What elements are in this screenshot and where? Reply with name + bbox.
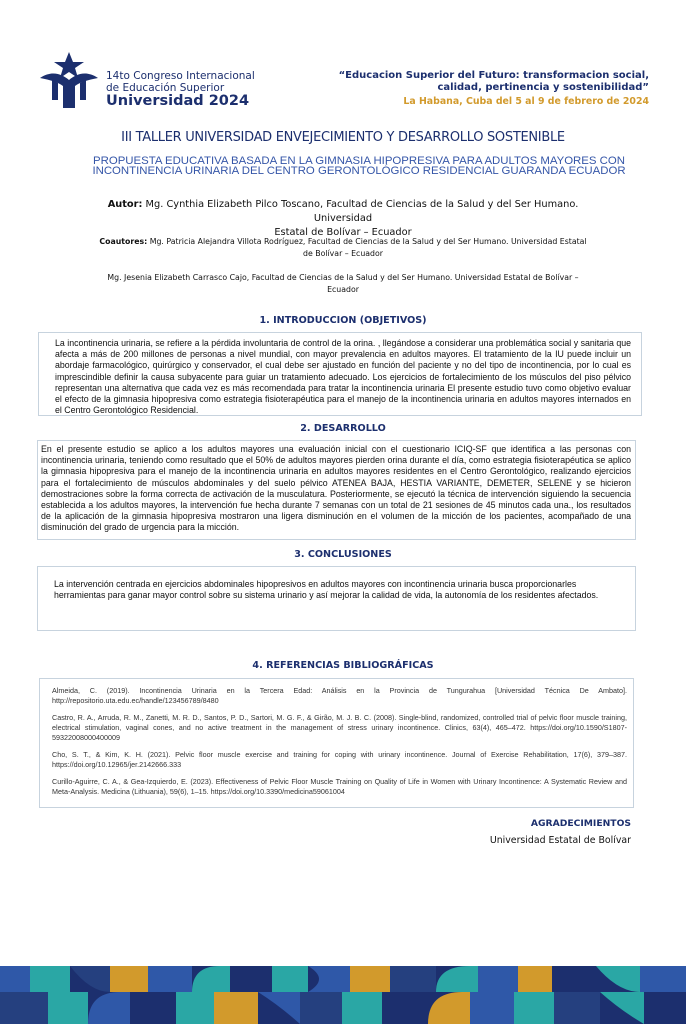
conclusions-text: La intervención centrada en ejercicios abdominales hipopresivos en adultos mayores con incontinencia urinaria busca proporcionarles herramientas para ganar mayor control sobre su sistema urinario y así mejorar la calidad de vida, la autonomía de los residentes afectados. [54, 579, 599, 601]
conclusions-box [37, 566, 636, 631]
intro-heading: 1. INTRODUCCION (OBJETIVOS) [259, 315, 427, 326]
acknowledgements-text: Universidad Estatal de Bolívar [489, 835, 631, 846]
coauthors-label: Coautores: [99, 237, 148, 246]
author-block [80, 198, 606, 240]
reference-item: Almeida, C. (2019). Incontinencia Urinaria en la Tercera Edad: Análisis en la Provincia de Tungurahua [Universidad Técnica De Ambato]. http://repositorio.uta.edu.ec/handle/123456789/8480 [52, 686, 627, 705]
coauthor-1-line-2: de Bolívar – Ecuador [303, 249, 383, 258]
slogan-line-2: calidad, pertinencia y sostenibilidad” [437, 82, 649, 93]
conclusions-heading: 3. CONCLUSIONES [294, 549, 392, 560]
reference-item: Cho, S. T., & Kim, K. H. (2021). Pelvic floor muscle exercise and training for coping with urinary incontinence. Journal of Exercise Rehabilitation, 17(6), 379–387. https://doi.org/10.12965/jer.2142666.333 [52, 750, 627, 769]
development-text: En el presente estudio se aplico a los adultos mayores una evaluación inicial con el cuestionario ICIQ-SF que identifica a las personas con incontinencia urinaria, teniendo como resultado que el 50% de adultos mayores pierden orina durante el día, como estrategia fisioterapéutica se aplico la gimnasia hipopresiva para el manejo de la incontinencia urinaria en adultos mayores residentes en el Centro Gerontológico, realizando ejercicios para el fortalecimiento de músculos abdominales y del suelo pélvico ATENEA BAJA, HESTIA VARIANTE, DEMETER, SELENE y se hicieron demostraciones sobre la forma correcta de activación de la musculatura. Posteriormente, se ejecutó la técnica de intervención siguiendo la secuencia establecida a los adultos mayores, la intervención fue hecha durante 7 semanas con un total de 21 sesiones de 45 minutos cada una., los resultados de la aplicación de la gimnasia hipopresiva mostraron una ligera disminución en el volumen de la micción de los pacientes, acompañado de una disminución del grado de urgencia para la micción. [41, 444, 631, 533]
references-list [40, 679, 633, 797]
congress-title: Universidad 2024 [106, 93, 250, 109]
intro-box [38, 332, 642, 416]
references-box [39, 678, 634, 808]
coauthor-1-block [70, 236, 616, 260]
acknowledgements-heading: AGRADECIMIENTOS [530, 818, 631, 829]
reference-item: Castro, R. A., Arruda, R. M., Zanetti, M. R. D., Santos, P. D., Sartori, M. G. F., & Girão, M. J. B. C. (2008). Single-blind, randomized, controlled trial of pelvic floor muscle training, electrical stimulation, vaginal cones, and no active treatment in the management of stress urinary incontinence. Clinics, 63(4), 465–472. https://doi.org/10.1590/S1807-59322008000400009 [52, 713, 627, 742]
proposal-title: PROPUESTA EDUCATIVA BASADA EN LA GIMNASIA HIPOPRESIVA PARA ADULTOS MAYORES CON INCONTINENCIA URINARIA DEL CENTRO GERONTOLÓGICO RESIDENCIAL GUARANDA ECUADOR [92, 155, 626, 178]
coauthor-2-line-1: Mg. Jesenia Elizabeth Carrasco Cajo, Facultad de Ciencias de la Salud y del Ser Humano. Universidad Estatal de Bolívar – [107, 273, 579, 282]
author-label: Autor: [107, 199, 143, 210]
reference-item: Curillo-Aguirre, C. A., & Gea-Izquierdo, E. (2023). Effectiveness of Pelvic Floor Muscle Training on Quality of Life in Women with Urinary Incontinence: A Systematic Review and Meta-Analysis. Medicina (Lithuania), 59(6), 1–15. https://doi.org/10.3390/medicina59061004 [52, 777, 627, 796]
footer-pattern [0, 966, 686, 1024]
coauthor-2-line-2: Ecuador [327, 285, 359, 294]
workshop-title: III TALLER UNIVERSIDAD ENVEJECIMIENTO Y DESARROLLO SOSTENIBLE [121, 130, 565, 145]
development-box [37, 440, 636, 540]
development-heading: 2. DESARROLLO [300, 423, 386, 434]
congress-logo-icon [38, 50, 100, 110]
event-place-date: La Habana, Cuba del 5 al 9 de febrero de 2024 [403, 96, 649, 107]
coauthor-1-line-1 [70, 236, 616, 248]
coauthor-1-text: Mg. Patricia Alejandra Villota Rodríguez, Facultad de Ciencias de la Salud y del Ser Humano. Universidad Estatal [149, 237, 587, 246]
author-line-1 [80, 198, 606, 226]
author-line-2: Estatal de Bolívar – Ecuador [274, 227, 412, 238]
intro-text: La incontinencia urinaria, se refiere a la pérdida involuntaria de control de la orina. , llegándose a considerar una problemática social y sanitaria que afecta a más de 200 millones de personas a nivel mundial, con mayor prevalencia en adultos mayores. El tratamiento de la IU puede incluir un abordaje farmacológico, quirúrgico y conservador, el cual debe ser ajustado en función del paciente y no del tipo de incontinencia, por lo cual es imprescindible definir la causa subyacente para guiar un tratamiento adecuado. Los ejercicios de fortalecimiento de los músculos del piso pélvico representan una alternativa que cada vez es más recomendada para tratar la incontinencia urinaria El presente estudio tuvo como objetivo evaluar el efecto de la gimnasia hipopresiva como estrategia fisioterapéutica para el manejo de la incontinencia urinaria en adultos mayores internados en el Centro Gerontológico Residencial. [55, 338, 631, 416]
congress-line-1: 14to Congreso Internacional [106, 70, 255, 82]
author-text-1: Mg. Cynthia Elizabeth Pilco Toscano, Facultad de Ciencias de la Salud y del Ser Humano. Universidad [145, 199, 579, 224]
congress-line-2: de Educación Superior [106, 82, 225, 94]
coauthor-2-block [70, 272, 616, 296]
slogan-line-1: “Educacion Superior del Futuro: transformacion social, [338, 70, 649, 81]
references-heading: 4. REFERENCIAS BIBLIOGRÁFICAS [252, 660, 434, 671]
